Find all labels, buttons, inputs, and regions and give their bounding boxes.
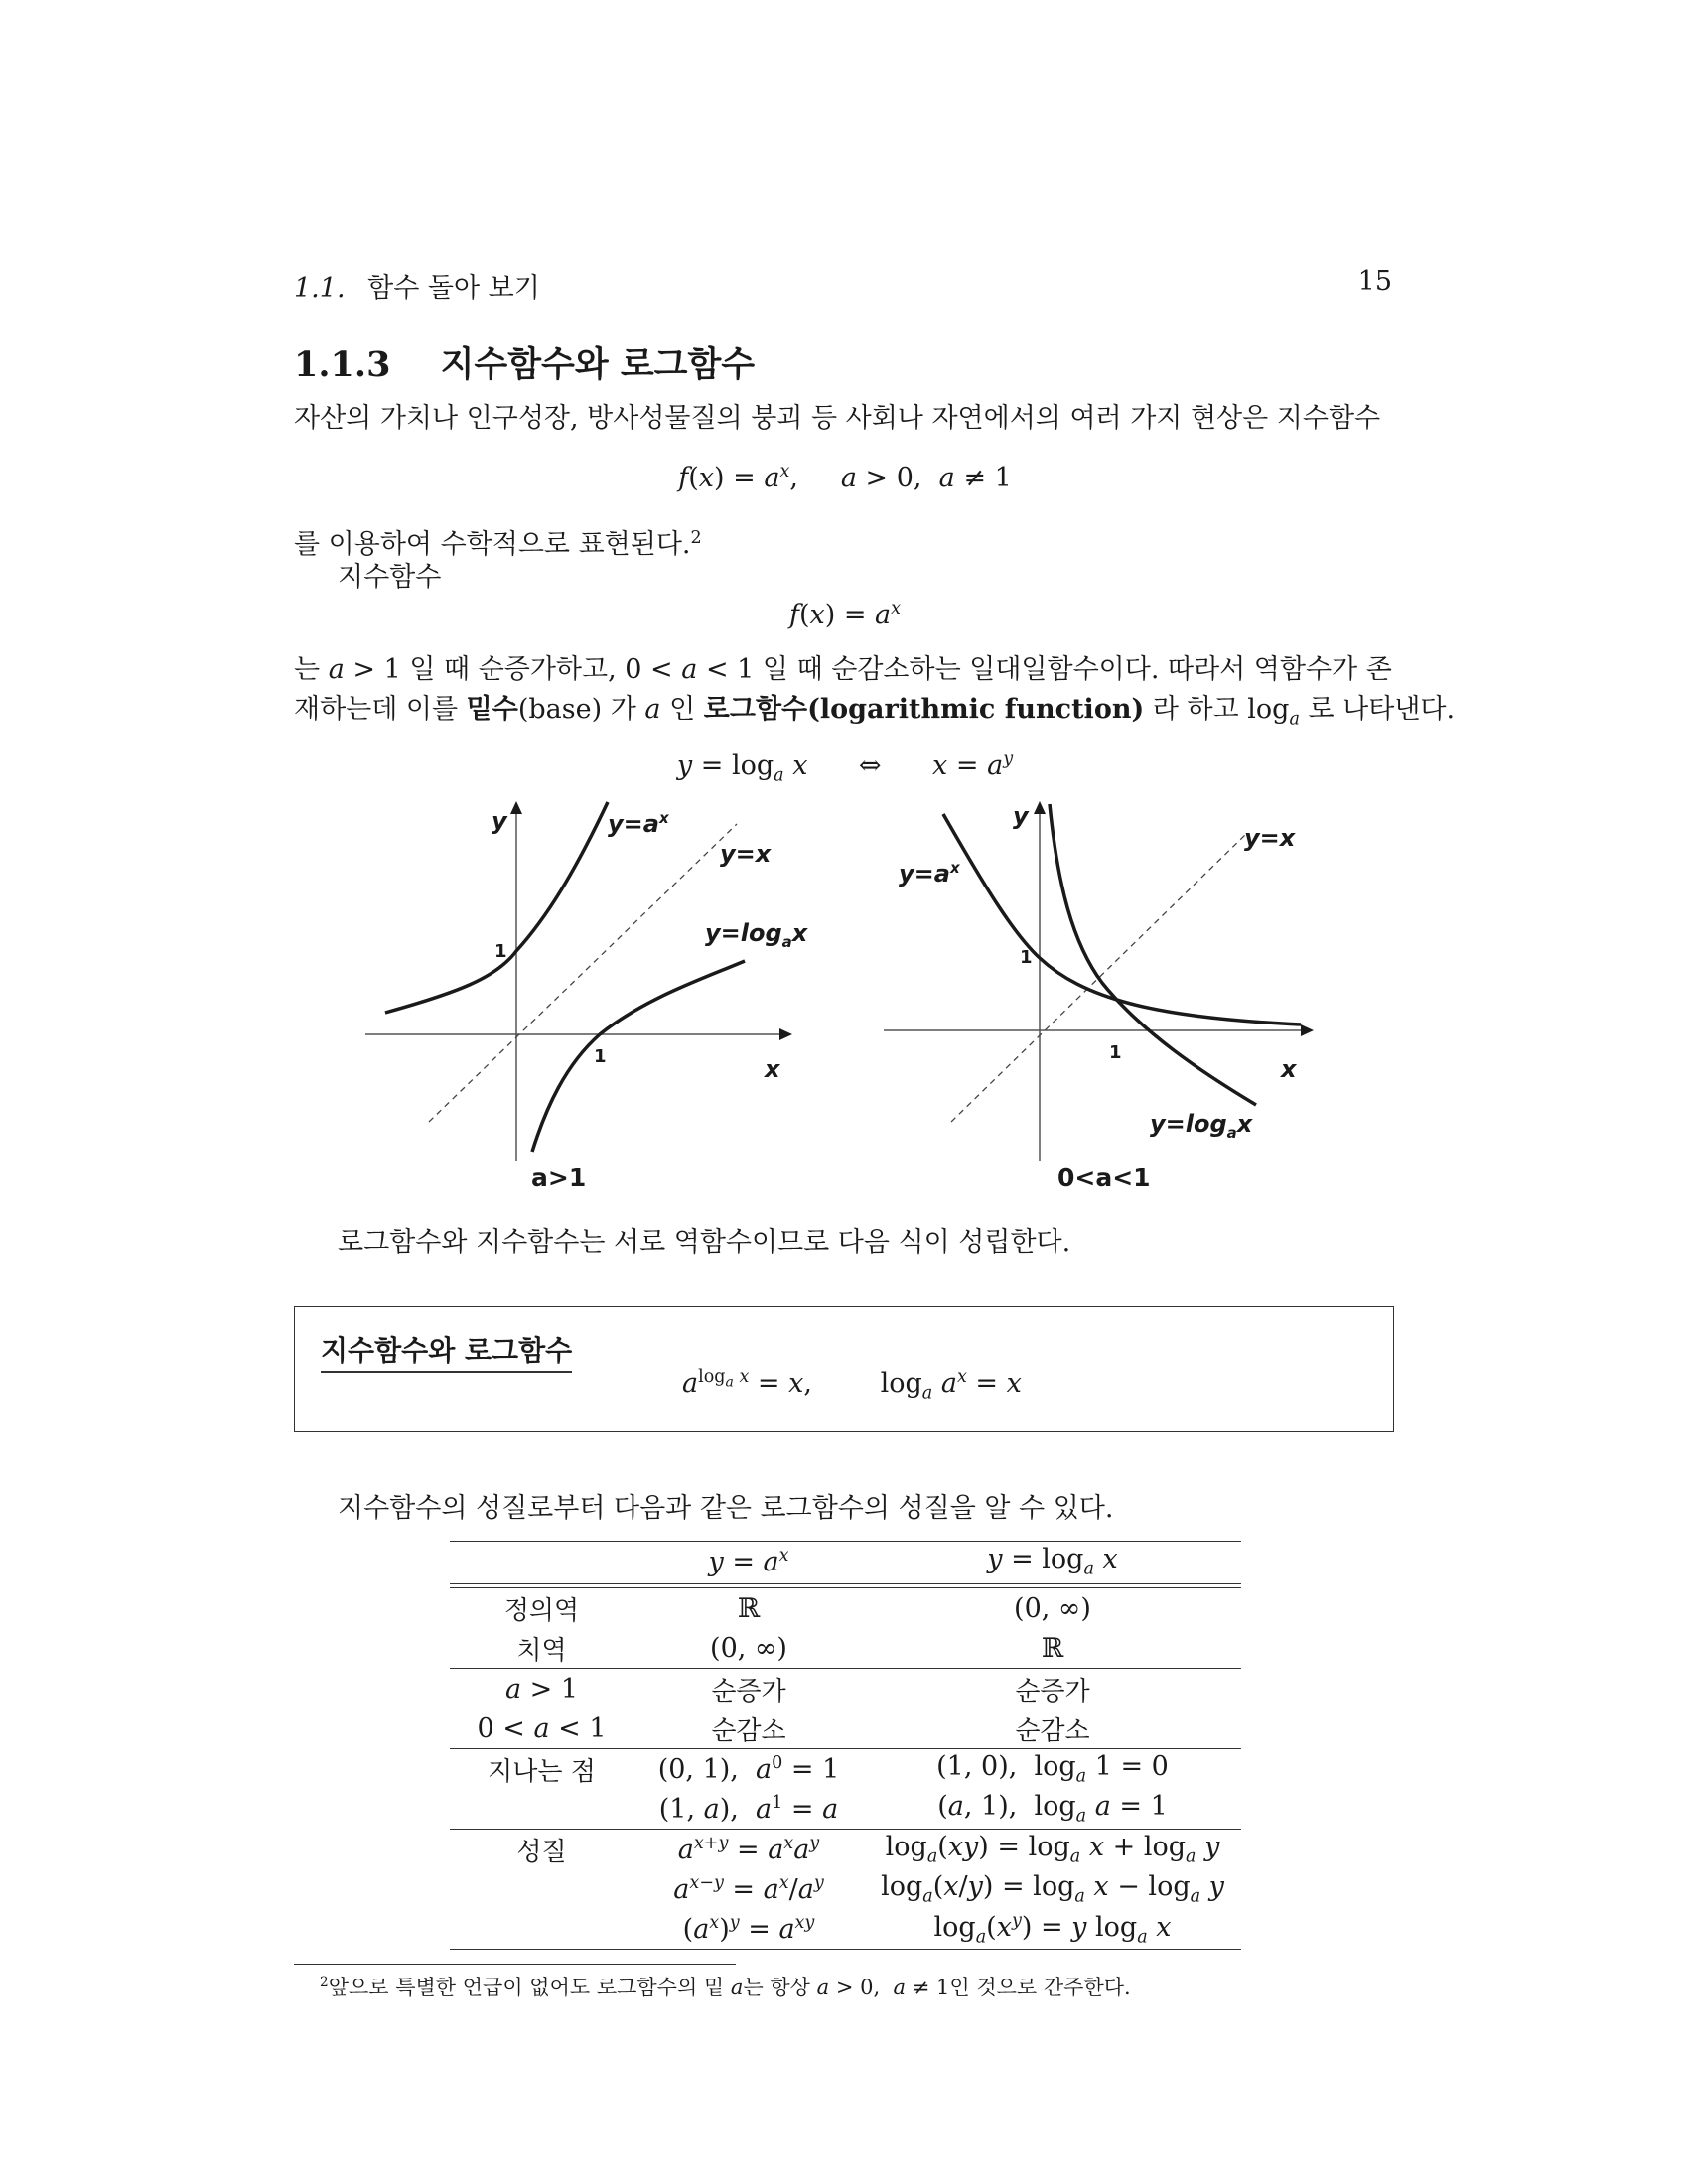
left-caption: a>1 [531,1163,587,1192]
row-label-points: 지나는 점 [488,1756,596,1787]
footnote-text-c: 인 것으로 간주한다. [949,1976,1131,1999]
properties-table-wrap [450,1541,1241,1950]
body-p1-b: 일 때 순증가하고, [409,654,617,685]
right-curve-logarithm [1050,804,1256,1105]
running-header [294,266,540,305]
left-label-log: $y=\log_ax$ [705,919,808,951]
table-row [450,1628,1241,1669]
body-p2-e: 라 하고 [1152,694,1239,725]
term-logarithmic-en: (logarithmic function) [807,694,1145,725]
left-line-y-eq-x [429,824,737,1122]
decreasing-log: 순감소 [1015,1715,1090,1746]
identity-box-equations: $a^{log_a x} = x$, $\log_a a^x = x$ [682,1367,1022,1404]
left-y-arrow [510,801,522,814]
body-p2-a: 재하는데 이를 [294,694,459,725]
row-label-a-lt-1: 0 < a < 1 [477,1712,607,1744]
left-x-arrow [779,1028,792,1040]
table-header-row [450,1542,1241,1581]
footnote-mark: 2 [320,1975,329,1990]
table-header-exp: $y = a^x$ [708,1546,789,1577]
left-label-x: x [765,1055,780,1083]
prop-log-3: $\log_a(x^y) = y$ $\log_a x$ [933,1910,1172,1948]
graph-right [884,801,1314,1192]
running-header-title: 함수 돌아 보기 [367,273,540,304]
identity-box [294,1306,1394,1432]
range-exp: (0, ∞) [710,1632,787,1664]
table-row [450,1830,1241,1870]
body-p2-b: (base) 가 [517,694,636,725]
equation-fx: $f(x) = a^x$ [788,599,902,630]
right-label-diagonal: y=x [1244,824,1296,852]
range-log: ℝ [1041,1632,1064,1664]
right-y-arrow [1034,801,1046,814]
right-caption: 0<a<1 [1057,1163,1151,1192]
prop-log-1: $\log_a(xy) = \log_a x + \log_a y$ [885,1832,1220,1867]
left-label-diagonal: y=x [720,840,772,868]
footnote-text-b: 는 항상 [743,1976,810,1999]
table-header-empty [450,1542,633,1581]
body-p2-f: 로 나타낸다. [1308,694,1456,725]
equation-exponential-def: $f(x) = a^x$, a > 0, a ≠ 1 [678,462,1012,493]
properties-table [450,1542,1241,1581]
table-row [450,1749,1241,1790]
prop-exp-2: $a^{x-y} = a^x/a^y$ [673,1873,824,1905]
page-number: 15 [1357,266,1392,297]
graph-left [365,801,809,1192]
intro-line-3: 지수함수 [338,562,442,593]
section-heading [294,338,755,387]
body-paragraph-1: 는 a > 1 일 때 순증가하고, 0 < a < 1 일 때 순감소하는 일대일함수이다. 따라서 역함수가 존 [294,654,1392,685]
right-label-x: x [1281,1055,1297,1083]
right-x-arrow [1301,1024,1314,1036]
running-header-section: 1.1. [294,273,346,304]
domain-exp: ℝ [737,1592,761,1624]
left-tick-1-x: 1 [594,1046,607,1067]
table-row [450,1588,1241,1628]
table-row [450,1869,1241,1909]
point-log-1: (1, 0), $\log_a 1 = 0$ [936,1751,1169,1787]
decreasing-exp: 순감소 [711,1715,786,1746]
graphs-figure [348,794,1340,1211]
left-label-exp: $y=a^x$ [608,809,669,838]
prop-log-2: $\log_a(x/y) = \log_a x - \log_a y$ [881,1871,1224,1907]
row-label-domain: 정의역 [503,1595,580,1626]
identity-box-title: 지수함수와 로그함수 [321,1329,572,1373]
increasing-exp: 순증가 [711,1676,786,1706]
prop-exp-3: $(a^x)^y = a^{xy}$ [682,1913,815,1945]
domain-log: (0, ∞) [1014,1592,1091,1624]
intro-line-1: 자산의 가치나 인구성장, 방사성물질의 붕괴 등 사회나 자연에서의 여러 가지 현상은 지수함수 [294,403,1381,434]
increasing-log: 순증가 [1015,1676,1090,1706]
left-tick-1-y: 1 [494,941,507,962]
table-row [450,1789,1241,1830]
intro-line-2-text: 를 이용하여 수학적으로 표현된다. [294,529,691,560]
footnote-rule [294,1964,736,1965]
prop-exp-1: $a^{x+y} = a^xa^y$ [677,1834,820,1865]
footnote-text-a: 앞으로 특별한 언급이 없어도 로그함수의 밑 [328,1976,725,1999]
point-exp-1: (0, 1), $a^0 = 1$ [657,1753,840,1785]
term-logarithmic: 로그함수 [703,694,808,725]
table-header-log: $y = \log_a x$ [987,1544,1118,1579]
footnote: $^2$앞으로 특별한 언급이 없어도 로그함수의 밑 a는 항상 a > 0, a ≠ 1인 것으로 간주한다. [320,1975,1131,1999]
right-label-exp: $y=a^x$ [899,859,960,887]
properties-table-body [450,1588,1241,1950]
table-double-rule-1 [450,1583,1241,1584]
left-label-y: y [492,807,507,835]
section-number: 1.1.3 [294,344,391,385]
body-p1-c: 일 때 순감소하는 일대일함수이다. 따라서 역함수가 존 [762,654,1392,685]
body-paragraph-4: 지수함수의 성질로부터 다음과 같은 로그함수의 성질을 알 수 있다. [338,1493,1114,1524]
footnote-ref: 2 [690,528,702,548]
point-exp-2: (1, a), $a^1 = a$ [658,1793,839,1825]
equation-inverse: $y = \log_a x$ ⇔ $x = a^y$ [676,750,1014,786]
left-curve-logarithm [532,961,745,1152]
row-label-properties: 성질 [516,1837,567,1867]
section-title: 지수함수와 로그함수 [440,344,756,385]
table-row [450,1669,1241,1709]
body-paragraph-2: 재하는데 이를 밑수(base) 가 a 인 로그함수(logarithmic function) 라 하고 $\log_a$ 로 나타낸다. [294,694,1456,730]
row-label-a-gt-1: a > 1 [504,1673,579,1705]
body-paragraph-3: 로그함수와 지수함수는 서로 역함수이므로 다음 식이 성립한다. [338,1227,1071,1258]
body-p1-a: 는 [294,654,321,685]
table-row [450,1909,1241,1950]
right-tick-1-x: 1 [1109,1042,1122,1063]
right-tick-1-y: 1 [1020,947,1033,968]
row-label-range: 치역 [516,1635,567,1666]
term-base: 밑수 [466,694,518,725]
body-p2-c: 인 [669,694,696,725]
point-log-2: (a, 1), $\log_a a = 1$ [937,1791,1168,1827]
right-label-log: $y=\log_ax$ [1150,1110,1253,1142]
right-label-y: y [1013,802,1029,830]
table-row [450,1708,1241,1749]
